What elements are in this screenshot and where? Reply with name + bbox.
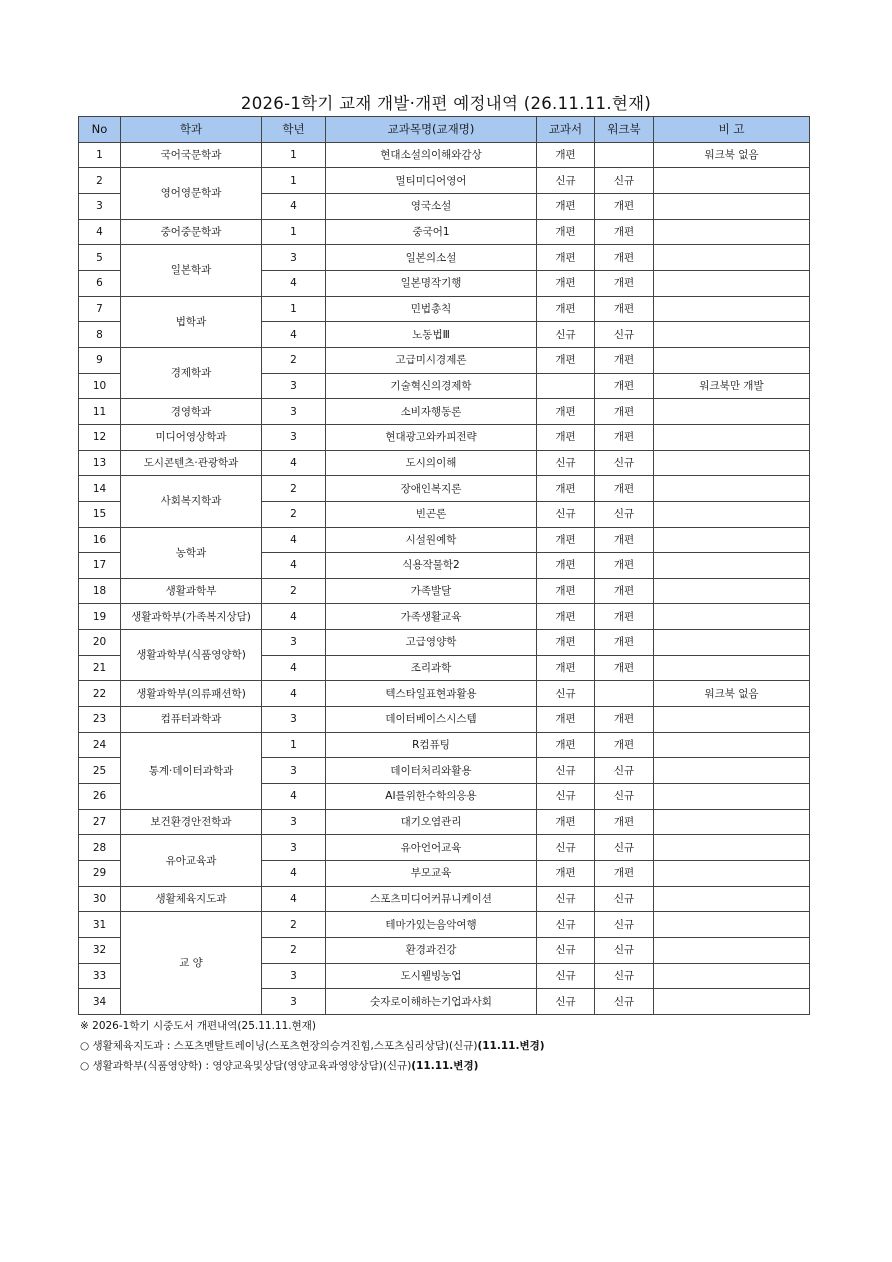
footnote: ○ 생활체육지도과 : 스포츠멘탈트레이닝(스포츠현장의승겨진힘,스포츠심리상담)(신규)(11.11.변경): [80, 1040, 545, 1052]
cell-dept: 보건환경안전학과: [121, 809, 262, 835]
cell-grade: 3: [262, 707, 326, 733]
cell-workbook: 개편: [595, 527, 654, 553]
cell-course: R컴퓨팅: [326, 732, 537, 758]
cell-textbook: [537, 373, 595, 399]
cell-workbook: 개편: [595, 578, 654, 604]
cell-workbook: 신규: [595, 501, 654, 527]
cell-note: [654, 809, 810, 835]
cell-course: 데이터베이스시스템: [326, 707, 537, 733]
cell-dept: 미디어영상학과: [121, 424, 262, 450]
cell-note: [654, 476, 810, 502]
cell-course: 스포츠미디어커뮤니케이션: [326, 886, 537, 912]
cell-workbook: 신규: [595, 938, 654, 964]
cell-course: 소비자행동론: [326, 399, 537, 425]
cell-dept: 교 양: [121, 912, 262, 1015]
table-row: [79, 578, 810, 604]
cell-textbook: 신규: [537, 784, 595, 810]
cell-dept: 국어국문학과: [121, 142, 262, 168]
cell-course: AI를위한수학의응용: [326, 784, 537, 810]
cell-textbook: 개편: [537, 219, 595, 245]
cell-course: 일본의소설: [326, 245, 537, 271]
cell-grade: 1: [262, 219, 326, 245]
table-row: [79, 476, 810, 502]
table-row: [79, 809, 810, 835]
cell-course: 현대광고와카피전략: [326, 424, 537, 450]
cell-no: 15: [79, 501, 121, 527]
cell-textbook: 개편: [537, 527, 595, 553]
table-row: [79, 450, 810, 476]
cell-textbook: 신규: [537, 989, 595, 1015]
cell-note: [654, 758, 810, 784]
header-textbook: 교과서: [537, 117, 595, 143]
cell-textbook: 개편: [537, 424, 595, 450]
cell-course: 빈곤론: [326, 501, 537, 527]
cell-grade: 3: [262, 809, 326, 835]
cell-note: [654, 707, 810, 733]
cell-note: [654, 347, 810, 373]
table-row: [79, 219, 810, 245]
table-header-row: [79, 117, 810, 143]
cell-grade: 2: [262, 347, 326, 373]
cell-course: 테마가있는음악여행: [326, 912, 537, 938]
cell-note: [654, 886, 810, 912]
cell-note: [654, 296, 810, 322]
cell-grade: 1: [262, 142, 326, 168]
table-row: [79, 142, 810, 168]
cell-course: 부모교육: [326, 861, 537, 887]
cell-grade: 4: [262, 886, 326, 912]
cell-dept: 경제학과: [121, 347, 262, 398]
cell-course: 데이터처리와활용: [326, 758, 537, 784]
cell-course: 고급영양학: [326, 630, 537, 656]
cell-workbook: 신규: [595, 758, 654, 784]
cell-course: 텍스타일표현과활용: [326, 681, 537, 707]
cell-workbook: 개편: [595, 373, 654, 399]
cell-note: [654, 399, 810, 425]
cell-course: 조리과학: [326, 655, 537, 681]
cell-no: 2: [79, 168, 121, 194]
cell-grade: 1: [262, 732, 326, 758]
cell-workbook: 개편: [595, 553, 654, 579]
cell-textbook: 개편: [537, 578, 595, 604]
cell-dept: 생활과학부(의류패션학): [121, 681, 262, 707]
cell-textbook: 신규: [537, 835, 595, 861]
table-row: [79, 347, 810, 373]
cell-note: [654, 553, 810, 579]
cell-no: 33: [79, 963, 121, 989]
cell-note: [654, 835, 810, 861]
cell-textbook: 신규: [537, 450, 595, 476]
cell-no: 31: [79, 912, 121, 938]
cell-workbook: 신규: [595, 835, 654, 861]
cell-grade: 1: [262, 168, 326, 194]
cell-note: [654, 989, 810, 1015]
cell-dept: 생활체육지도과: [121, 886, 262, 912]
cell-note: [654, 322, 810, 348]
table-body: [79, 142, 810, 1014]
cell-note: [654, 604, 810, 630]
cell-textbook: 개편: [537, 630, 595, 656]
header-dept: 학과: [121, 117, 262, 143]
cell-workbook: 신규: [595, 886, 654, 912]
cell-grade: 4: [262, 270, 326, 296]
cell-workbook: 개편: [595, 732, 654, 758]
cell-grade: 3: [262, 399, 326, 425]
cell-workbook: 신규: [595, 989, 654, 1015]
cell-grade: 2: [262, 476, 326, 502]
cell-workbook: 신규: [595, 322, 654, 348]
cell-textbook: 신규: [537, 501, 595, 527]
cell-workbook: 개편: [595, 296, 654, 322]
cell-textbook: 개편: [537, 245, 595, 271]
cell-note: [654, 168, 810, 194]
cell-grade: 4: [262, 322, 326, 348]
cell-dept: 도시콘텐츠·관광학과: [121, 450, 262, 476]
table-row: [79, 527, 810, 553]
cell-no: 29: [79, 861, 121, 887]
cell-grade: 4: [262, 450, 326, 476]
cell-dept: 법학과: [121, 296, 262, 347]
cell-course: 환경과건강: [326, 938, 537, 964]
header-course: 교과목명(교재명): [326, 117, 537, 143]
cell-course: 고급미시경제론: [326, 347, 537, 373]
cell-grade: 1: [262, 296, 326, 322]
cell-workbook: [595, 681, 654, 707]
cell-note: [654, 784, 810, 810]
cell-grade: 3: [262, 245, 326, 271]
cell-textbook: 신규: [537, 758, 595, 784]
cell-course: 시설원예학: [326, 527, 537, 553]
cell-no: 12: [79, 424, 121, 450]
cell-dept: 영어영문학과: [121, 168, 262, 219]
cell-course: 가족생활교육: [326, 604, 537, 630]
cell-course: 멀티미디어영어: [326, 168, 537, 194]
cell-grade: 4: [262, 527, 326, 553]
cell-note: [654, 424, 810, 450]
cell-textbook: 신규: [537, 938, 595, 964]
cell-course: 현대소설의이해와감상: [326, 142, 537, 168]
cell-no: 34: [79, 989, 121, 1015]
cell-workbook: 개편: [595, 630, 654, 656]
cell-no: 24: [79, 732, 121, 758]
cell-workbook: 신규: [595, 784, 654, 810]
cell-note: [654, 861, 810, 887]
header-note: 비 고: [654, 117, 810, 143]
cell-textbook: 개편: [537, 732, 595, 758]
cell-textbook: 신규: [537, 322, 595, 348]
cell-no: 17: [79, 553, 121, 579]
table-row: [79, 245, 810, 271]
cell-no: 7: [79, 296, 121, 322]
cell-dept: 농학과: [121, 527, 262, 578]
cell-textbook: 신규: [537, 886, 595, 912]
cell-workbook: 개편: [595, 399, 654, 425]
cell-grade: 4: [262, 681, 326, 707]
cell-no: 23: [79, 707, 121, 733]
cell-grade: 2: [262, 938, 326, 964]
cell-note: [654, 245, 810, 271]
header-no: No: [79, 117, 121, 143]
cell-no: 9: [79, 347, 121, 373]
cell-note: [654, 527, 810, 553]
footnote: ○ 생활과학부(식품영양학) : 영양교육및상담(영양교육과영양상담)(신규)(11.11.변경): [80, 1060, 479, 1072]
cell-course: 장애인복지론: [326, 476, 537, 502]
cell-grade: 4: [262, 604, 326, 630]
cell-workbook: 신규: [595, 963, 654, 989]
cell-course: 노동법Ⅲ: [326, 322, 537, 348]
cell-course: 기술혁신의경제학: [326, 373, 537, 399]
cell-note: [654, 450, 810, 476]
cell-no: 28: [79, 835, 121, 861]
cell-grade: 4: [262, 655, 326, 681]
cell-no: 4: [79, 219, 121, 245]
cell-workbook: 개편: [595, 604, 654, 630]
cell-course: 대기오염관리: [326, 809, 537, 835]
cell-workbook: 개편: [595, 809, 654, 835]
cell-textbook: 개편: [537, 476, 595, 502]
cell-note: [654, 270, 810, 296]
cell-dept: 경영학과: [121, 399, 262, 425]
cell-workbook: 개편: [595, 424, 654, 450]
cell-textbook: 개편: [537, 142, 595, 168]
cell-note: [654, 578, 810, 604]
cell-textbook: 개편: [537, 707, 595, 733]
cell-workbook: 개편: [595, 193, 654, 219]
cell-textbook: 신규: [537, 912, 595, 938]
cell-course: 식용작물학2: [326, 553, 537, 579]
cell-no: 22: [79, 681, 121, 707]
cell-textbook: 신규: [537, 963, 595, 989]
cell-note: [654, 912, 810, 938]
cell-grade: 3: [262, 424, 326, 450]
cell-note: [654, 501, 810, 527]
cell-note: 워크북만 개발: [654, 373, 810, 399]
cell-workbook: 개편: [595, 476, 654, 502]
cell-textbook: 개편: [537, 193, 595, 219]
cell-no: 16: [79, 527, 121, 553]
footnotes: [80, 1016, 545, 1076]
cell-workbook: 신규: [595, 168, 654, 194]
cell-no: 1: [79, 142, 121, 168]
cell-textbook: 개편: [537, 296, 595, 322]
cell-textbook: 개편: [537, 399, 595, 425]
table-row: [79, 630, 810, 656]
table-row: [79, 732, 810, 758]
cell-textbook: 개편: [537, 604, 595, 630]
cell-no: 11: [79, 399, 121, 425]
cell-no: 14: [79, 476, 121, 502]
table-row: [79, 399, 810, 425]
cell-workbook: [595, 142, 654, 168]
table-row: [79, 835, 810, 861]
cell-note: [654, 655, 810, 681]
cell-no: 21: [79, 655, 121, 681]
cell-textbook: 개편: [537, 270, 595, 296]
cell-grade: 4: [262, 553, 326, 579]
cell-note: [654, 193, 810, 219]
cell-dept: 생활과학부: [121, 578, 262, 604]
cell-textbook: 개편: [537, 347, 595, 373]
header-grade: 학년: [262, 117, 326, 143]
cell-textbook: 개편: [537, 861, 595, 887]
cell-note: 워크북 없음: [654, 681, 810, 707]
cell-dept: 컴퓨터과학과: [121, 707, 262, 733]
cell-textbook: 개편: [537, 655, 595, 681]
table-row: [79, 912, 810, 938]
cell-dept: 생활과학부(식품영양학): [121, 630, 262, 681]
cell-workbook: 개편: [595, 219, 654, 245]
cell-course: 중국어1: [326, 219, 537, 245]
cell-workbook: 개편: [595, 707, 654, 733]
cell-workbook: 개편: [595, 861, 654, 887]
cell-no: 10: [79, 373, 121, 399]
header-workbook: 워크북: [595, 117, 654, 143]
cell-no: 19: [79, 604, 121, 630]
cell-grade: 3: [262, 630, 326, 656]
cell-course: 유아언어교육: [326, 835, 537, 861]
cell-dept: 사회복지학과: [121, 476, 262, 527]
cell-course: 민법총칙: [326, 296, 537, 322]
cell-grade: 2: [262, 578, 326, 604]
cell-grade: 4: [262, 861, 326, 887]
cell-no: 13: [79, 450, 121, 476]
cell-no: 32: [79, 938, 121, 964]
cell-course: 영국소설: [326, 193, 537, 219]
cell-course: 도시의이해: [326, 450, 537, 476]
cell-grade: 4: [262, 784, 326, 810]
cell-grade: 2: [262, 912, 326, 938]
cell-textbook: 신규: [537, 168, 595, 194]
cell-workbook: 개편: [595, 270, 654, 296]
table-row: [79, 604, 810, 630]
cell-workbook: 개편: [595, 245, 654, 271]
footnote: ※ 2026-1학기 시중도서 개편내역(25.11.11.현재): [80, 1020, 317, 1032]
cell-course: 숫자로이해하는기업과사회: [326, 989, 537, 1015]
table-row: [79, 424, 810, 450]
cell-note: [654, 938, 810, 964]
cell-note: [654, 963, 810, 989]
cell-course: 일본명작기행: [326, 270, 537, 296]
cell-workbook: 개편: [595, 347, 654, 373]
cell-no: 30: [79, 886, 121, 912]
cell-no: 8: [79, 322, 121, 348]
cell-no: 5: [79, 245, 121, 271]
cell-no: 6: [79, 270, 121, 296]
cell-no: 18: [79, 578, 121, 604]
table-row: [79, 707, 810, 733]
cell-note: [654, 732, 810, 758]
cell-grade: 3: [262, 963, 326, 989]
cell-dept: 일본학과: [121, 245, 262, 296]
cell-workbook: 신규: [595, 450, 654, 476]
table-row: [79, 296, 810, 322]
cell-no: 3: [79, 193, 121, 219]
cell-course: 도시웰빙농업: [326, 963, 537, 989]
cell-note: [654, 219, 810, 245]
document-title: 2026-1학기 교재 개발·개편 예정내역 (26.11.11.현재): [240, 94, 652, 113]
cell-note: 워크북 없음: [654, 142, 810, 168]
cell-dept: 생활과학부(가족복지상담): [121, 604, 262, 630]
cell-textbook: 신규: [537, 681, 595, 707]
table-row: [79, 681, 810, 707]
cell-textbook: 개편: [537, 809, 595, 835]
cell-grade: 2: [262, 501, 326, 527]
cell-grade: 3: [262, 989, 326, 1015]
cell-grade: 3: [262, 835, 326, 861]
cell-no: 26: [79, 784, 121, 810]
cell-note: [654, 630, 810, 656]
cell-dept: 유아교육과: [121, 835, 262, 886]
cell-dept: 중어중문학과: [121, 219, 262, 245]
table-row: [79, 168, 810, 194]
cell-grade: 3: [262, 373, 326, 399]
cell-grade: 3: [262, 758, 326, 784]
cell-grade: 4: [262, 193, 326, 219]
cell-workbook: 신규: [595, 912, 654, 938]
textbook-table: [78, 116, 810, 1015]
cell-no: 27: [79, 809, 121, 835]
table-row: [79, 886, 810, 912]
cell-no: 20: [79, 630, 121, 656]
cell-textbook: 개편: [537, 553, 595, 579]
cell-dept: 통계·데이터과학과: [121, 732, 262, 809]
cell-course: 가족발달: [326, 578, 537, 604]
cell-workbook: 개편: [595, 655, 654, 681]
cell-no: 25: [79, 758, 121, 784]
